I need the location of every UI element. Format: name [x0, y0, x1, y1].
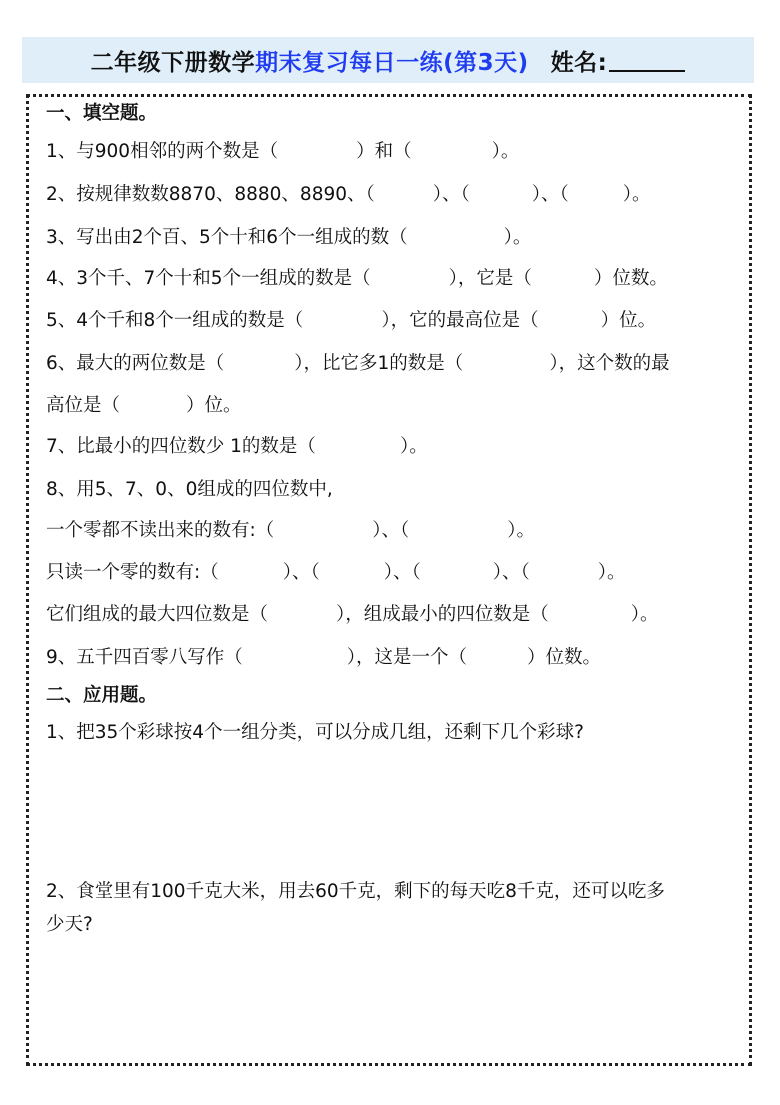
section1-title: 一、填空题。 [46, 103, 158, 124]
section2-title: 二、应用题。 [46, 685, 158, 706]
application-question-2-line-2: 少天? [46, 914, 93, 935]
question-8-line-2: 只读一个零的数有:（ ）、（ ）、（ ）、（ ）。 [46, 562, 626, 583]
question-9: 9、五千四百零八写作（ ），这是一个（ ）位数。 [46, 647, 602, 668]
question-7: 7、比最小的四位数少 1的数是（ ）。 [46, 436, 428, 457]
application-question-2-line-1: 2、食堂里有100千克大米，用去60千克，剩下的每天吃8千克，还可以吃多 [46, 881, 665, 902]
question-5: 5、4个千和8个一组成的数是（ ），它的最高位是（ ）位。 [46, 310, 657, 331]
question-8-line-3: 它们组成的最大四位数是（ ），组成最小的四位数是（ ）。 [46, 604, 659, 625]
question-8-intro: 8、用5、7、0、0组成的四位数中, [46, 479, 333, 500]
worksheet-header [22, 37, 754, 83]
name-label: 姓名: [550, 49, 608, 76]
question-4: 4、3个千、7个十和5个一组成的数是（ ），它是（ ）位数。 [46, 268, 668, 289]
question-1: 1、与900相邻的两个数是（ ）和（ ）。 [46, 141, 520, 162]
question-6-line-1: 6、最大的两位数是（ ），比它多1的数是（ ），这个数的最 [46, 353, 670, 374]
question-2: 2、按规律数数8870、8880、8890、（ ）、（ ）、（ ）。 [46, 184, 651, 205]
title-grade: 二年级下册数学 [90, 49, 256, 76]
name-blank[interactable] [609, 48, 685, 72]
application-question-1: 1、把35个彩球按4个一组分类，可以分成几组，还剩下几个彩球? [46, 722, 584, 743]
question-3: 3、写出由2个百、5个十和6个一组成的数（ ）。 [46, 227, 532, 248]
question-6-line-2: 高位是（ ）位。 [46, 395, 242, 416]
question-8-line-1: 一个零都不读出来的数有:（ ）、（ ）。 [46, 520, 536, 541]
title-topic: 期末复习每日一练(第3天) [255, 49, 529, 76]
